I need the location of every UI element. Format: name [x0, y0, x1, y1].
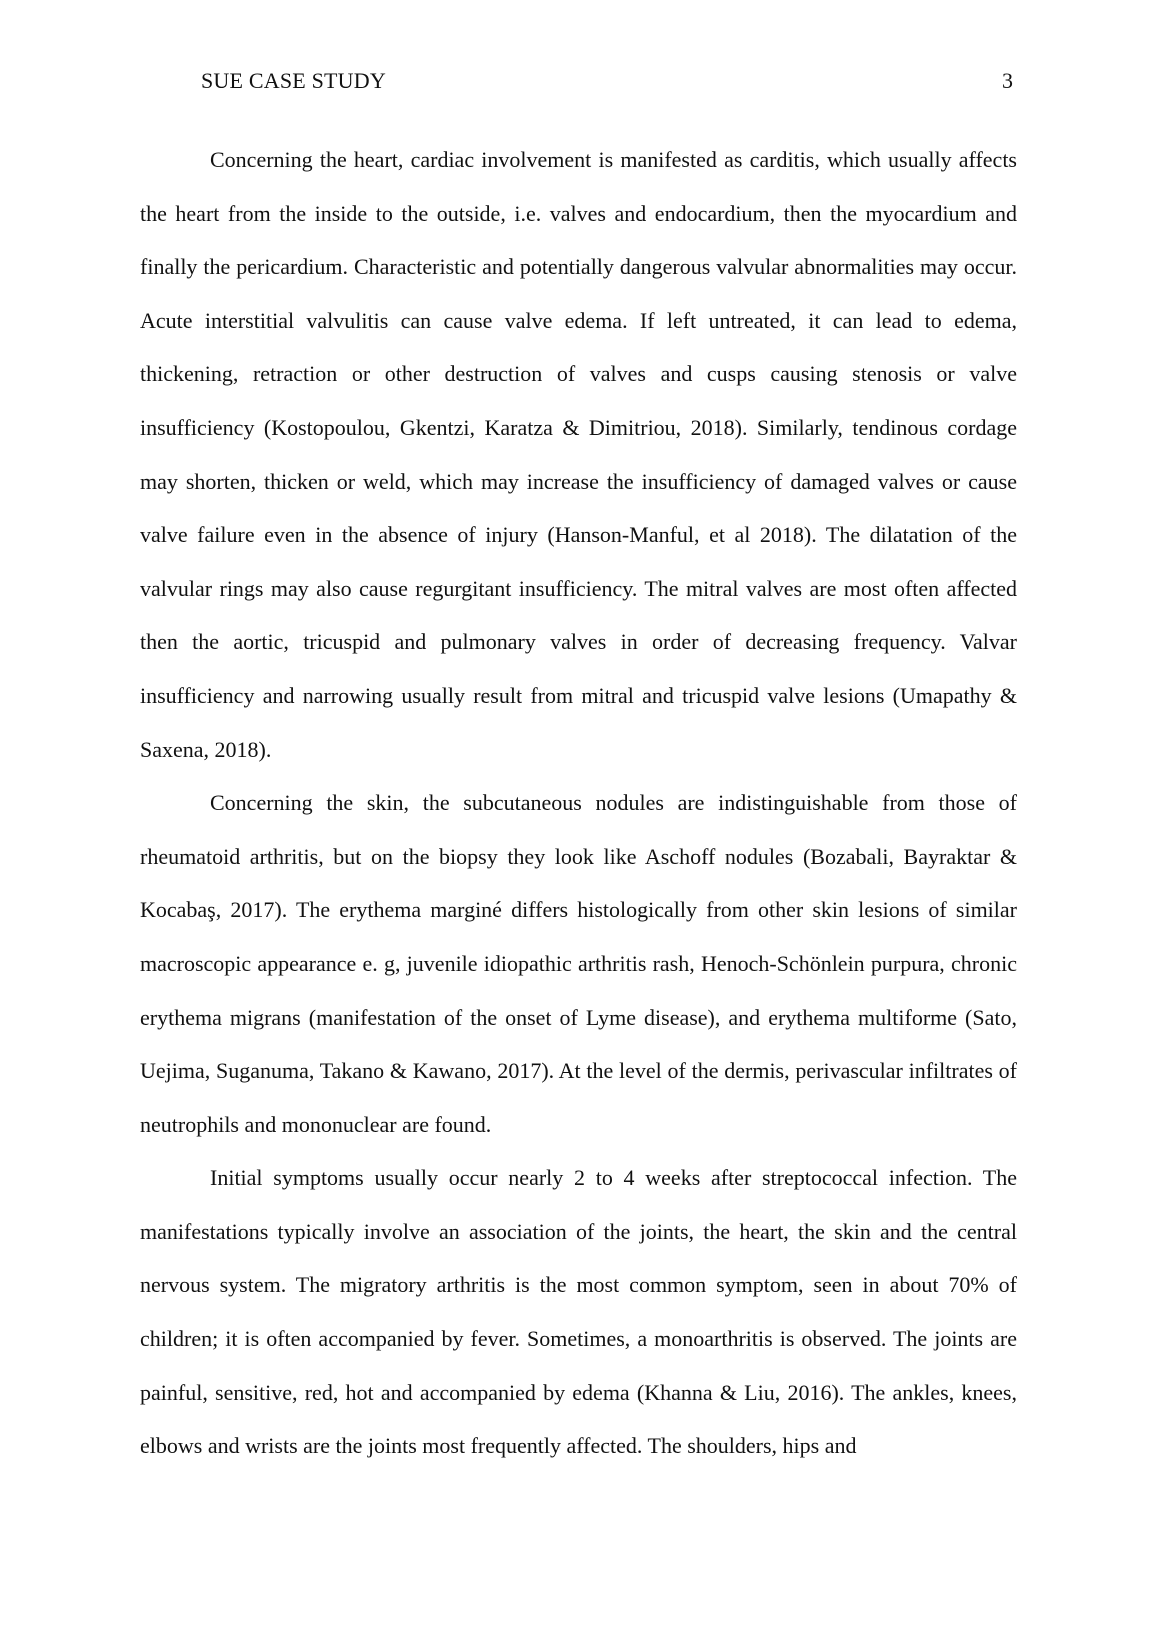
- running-head: SUE CASE STUDY: [201, 68, 386, 93]
- paragraph-skin: Concerning the skin, the subcutaneous nodules are indistinguishable from those of rheumatoid arthritis, but on the biopsy they look like Aschoff nodules (Bozabali, Bayraktar & Kocabaş, 2017). The erythema marginé differs histologically from other skin lesions of similar macroscopic appearance e. g, juvenile idiopathic arthritis rash, Henoch-Schönlein purpura, chronic erythema migrans (manifestation of the onset of Lyme disease), and erythema multiforme (Sato, Uejima, Suganuma, Takano & Kawano, 2017). At the level of the dermis, perivascular infiltrates of neutrophils and mononuclear are found.: [140, 790, 1017, 1137]
- page-number: 3: [1002, 68, 1013, 93]
- paragraph-cardiac: Concerning the heart, cardiac involvement is manifested as carditis, which usually affects the heart from the inside to the outside, i.e. valves and endocardium, then the myocardium and finally the pericardium. Characteristic and potentially dangerous valvular abnormalities may occur. Acute interstitial valvulitis can cause valve edema. If left untreated, it can lead to edema, thickening, retraction or other destruction of valves and cusps causing stenosis or valve insufficiency (Kostopoulou, Gkentzi, Karatza & Dimitriou, 2018). Similarly, tendinous cordage may shorten, thicken or weld, which may increase the insufficiency of damaged valves or cause valve failure even in the absence of injury (Hanson-Manful, et al 2018). The dilatation of the valvular rings may also cause regurgitant insufficiency. The mitral valves are most often affected then the aortic, tricuspid and pulmonary valves in order of decreasing frequency. Valvar insufficiency and narrowing usually result from mitral and tricuspid valve lesions (Umapathy & Saxena, 2018).: [140, 147, 1017, 762]
- body-text: [140, 133, 1017, 1473]
- paragraph-symptoms: Initial symptoms usually occur nearly 2 to 4 weeks after streptococcal infection. The manifestations typically involve an association of the joints, the heart, the skin and the central nervous system. The migratory arthritis is the most common symptom, seen in about 70% of children; it is often accompanied by fever. Sometimes, a monoarthritis is observed. The joints are painful, sensitive, red, hot and accompanied by edema (Khanna & Liu, 2016). The ankles, knees, elbows and wrists are the joints most frequently affected. The shoulders, hips and: [140, 1165, 1017, 1459]
